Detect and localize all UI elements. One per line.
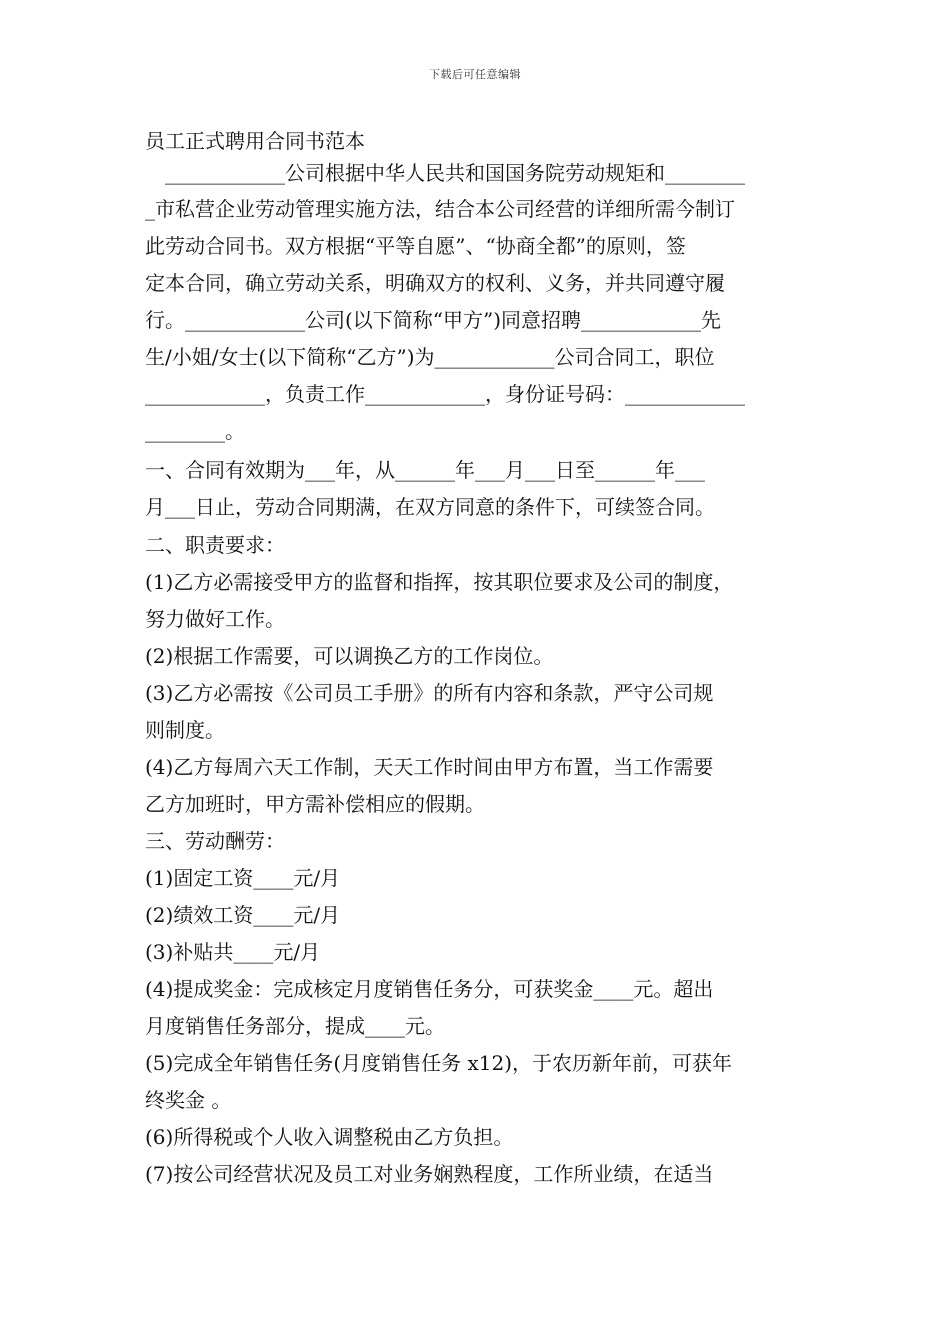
- clause-line: 努力做好工作。: [145, 607, 285, 631]
- contract-paragraph-line: 定本合同，确立劳动关系，明确双方的权利、义务，并共同遵守履: [145, 271, 725, 295]
- clause-line: (3)补贴共____元/月: [145, 940, 321, 964]
- section-heading: 二、职责要求：: [145, 533, 285, 557]
- clause-line: (5)完成全年销售任务(月度销售任务 x12)，于农历新年前，可获年: [145, 1051, 733, 1075]
- section-heading: 三、劳动酬劳：: [145, 829, 285, 853]
- clause-line: 月___日止，劳动合同期满，在双方同意的条件下，可续签合同。: [145, 495, 715, 519]
- clause-line: (6)所得税或个人收入调整税由乙方负担。: [145, 1125, 514, 1149]
- contract-paragraph-line: _市私营企业劳动管理实施方法，结合本公司经营的详细所需今制订: [145, 197, 735, 221]
- contract-paragraph-line: ________。: [145, 419, 245, 443]
- header-note: 下载后可任意编辑: [429, 68, 521, 81]
- contract-paragraph-line: 行。____________公司(以下简称“甲方”)同意招聘____________先: [145, 308, 722, 332]
- contract-paragraph-line: 生/小姐/女士(以下简称“乙方”)为____________公司合同工，职位: [145, 345, 715, 369]
- clause-line: 则制度。: [145, 718, 225, 742]
- clause-line: (7)按公司经营状况及员工对业务娴熟程度，工作所业绩，在适当: [145, 1162, 714, 1186]
- clause-line: (2)根据工作需要，可以调换乙方的工作岗位。: [145, 644, 554, 668]
- clause-line: (4)乙方每周六天工作制，天天工作时间由甲方布置，当工作需要: [145, 755, 714, 779]
- clause-line: (4)提成奖金：完成核定月度销售任务分，可获奖金____元。超出: [145, 977, 714, 1001]
- clause-line: 乙方加班时，甲方需补偿相应的假期。: [145, 792, 485, 816]
- clause-line: 一、合同有效期为___年，从______年___月___日至______年___: [145, 458, 705, 482]
- contract-paragraph-line: 此劳动合同书。双方根据“平等自愿”、“协商全都”的原则，签: [145, 234, 686, 258]
- clause-line: (1)乙方必需接受甲方的监督和指挥，按其职位要求及公司的制度，: [145, 570, 734, 594]
- clause-line: (1)固定工资____元/月: [145, 866, 341, 890]
- clause-line: (3)乙方必需按《公司员工手册》的所有内容和条款，严守公司规: [145, 681, 714, 705]
- document-title: 员工正式聘用合同书范本: [145, 129, 365, 153]
- clause-line: 月度销售任务部分，提成____元。: [145, 1014, 445, 1038]
- clause-line: (2)绩效工资____元/月: [145, 903, 341, 927]
- clause-line: 终奖金 。: [145, 1088, 232, 1112]
- contract-paragraph-line: ____________公司根据中华人民共和国国务院劳动规矩和________: [145, 161, 745, 185]
- contract-paragraph-line: ____________，负责工作____________，身份证号码：____________: [145, 382, 745, 406]
